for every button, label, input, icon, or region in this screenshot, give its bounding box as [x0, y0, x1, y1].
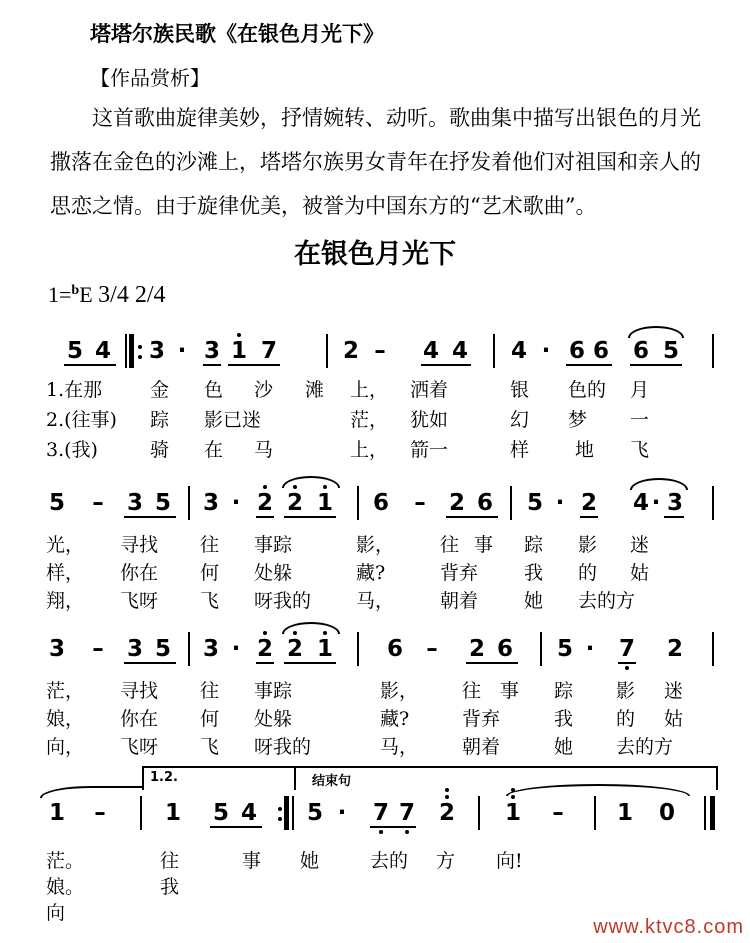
lyric-syllable: 你在 — [120, 708, 159, 730]
lyric-syllable: 影， — [356, 534, 395, 556]
underline — [64, 364, 116, 366]
note: 1 — [316, 490, 333, 516]
octave-dot — [263, 631, 267, 635]
barline — [326, 334, 328, 368]
repeat-dot — [278, 817, 282, 821]
octave-dot — [445, 788, 449, 792]
lyric-syllable: 一 — [630, 409, 650, 431]
extension-dash: – — [426, 636, 438, 662]
barline — [478, 796, 480, 830]
note: 3 — [202, 636, 219, 662]
lyric-syllable: 飞 — [200, 736, 220, 758]
ending-label: 结束句 — [312, 774, 352, 789]
note: 6 — [632, 338, 649, 364]
note: 2 — [580, 490, 597, 516]
lyric-syllable: 飞呀 — [120, 736, 159, 758]
lyric-syllable: 骑 — [150, 439, 170, 461]
lyric-syllable: 箭一 — [410, 439, 449, 461]
lyric-syllable: 朝着 — [440, 590, 479, 612]
lyric-syllable: 她 — [300, 850, 320, 872]
barline — [140, 796, 142, 830]
note: 2 — [256, 490, 273, 516]
note: 2 — [286, 636, 303, 662]
augmentation-dot: · — [651, 490, 661, 516]
lyric-syllable: 呀我的 — [254, 590, 312, 612]
lyric-syllable: 幻 — [510, 409, 530, 431]
note: 4 — [510, 338, 527, 364]
underline — [284, 662, 336, 664]
lyric-syllable: 地 — [575, 439, 595, 461]
lyric-syllable: 往 — [200, 680, 220, 702]
lyric-syllable: 洒着 — [410, 379, 449, 401]
tie — [40, 786, 142, 798]
lyric-syllable: 样 — [510, 439, 530, 461]
lyric-syllable: 我 — [554, 708, 574, 730]
lyric-syllable: 往 — [160, 850, 180, 872]
underline — [664, 516, 684, 518]
note: 2 — [468, 636, 485, 662]
note: 5 — [662, 338, 679, 364]
lyric-syllable: 我 — [160, 876, 180, 898]
lyric-syllable: 方 — [436, 850, 456, 872]
extension-dash: – — [92, 490, 104, 516]
final-barline — [710, 796, 715, 830]
lyric-syllable: 背弃 — [462, 708, 501, 730]
note: 0 — [658, 800, 675, 826]
lyric-syllable: 向 — [46, 902, 66, 924]
note: 2 — [342, 338, 359, 364]
section-label: 【作品赏析】 — [90, 66, 210, 90]
note: 1 — [230, 338, 247, 364]
note: 7 — [260, 338, 277, 364]
lyric-syllable: 去的 — [370, 850, 409, 872]
note: 4 — [240, 800, 257, 826]
note: 4 — [632, 490, 649, 516]
note: 1 — [504, 800, 521, 826]
lyrics-block-3 — [0, 676, 750, 766]
lyric-syllable: 马 — [254, 439, 274, 461]
note: 5 — [556, 636, 573, 662]
note: 6 — [386, 636, 403, 662]
key-signature: 1=$^b$E 3/4 2/4 — [48, 282, 166, 308]
repeat-dot — [278, 807, 282, 811]
underline — [124, 516, 176, 518]
underline — [580, 516, 598, 518]
barline — [188, 486, 190, 520]
lyric-syllable: 呀我的 — [254, 736, 312, 758]
lyric-syllable: 她 — [554, 736, 574, 758]
lyric-syllable: 飞 — [200, 590, 220, 612]
note: 5 — [66, 338, 83, 364]
octave-dot — [511, 795, 515, 799]
note: 6 — [592, 338, 609, 364]
note: 3 — [202, 490, 219, 516]
note: 3 — [666, 490, 683, 516]
barline — [493, 334, 495, 368]
lyric-syllable: 样， — [46, 562, 85, 584]
extension-dash: – — [94, 800, 106, 826]
lyric-syllable: 向， — [46, 736, 85, 758]
note: 1 — [316, 636, 333, 662]
lyric-syllable: 茫， — [46, 680, 85, 702]
augmentation-dot: · — [177, 338, 187, 364]
underline — [618, 662, 636, 664]
lyric-syllable: 马， — [356, 590, 395, 612]
song-title: 在银色月光下 — [294, 239, 456, 270]
low-octave-dot — [625, 666, 629, 670]
barline — [510, 486, 512, 520]
lyric-syllable: 银 — [510, 379, 530, 401]
note: 6 — [476, 490, 493, 516]
note: 4 — [422, 338, 439, 364]
note: 5 — [154, 490, 171, 516]
underline — [124, 662, 176, 664]
barline — [357, 632, 359, 666]
note: 1 — [616, 800, 633, 826]
barline — [125, 334, 127, 368]
lyric-syllable: 踪 — [554, 680, 574, 702]
note: 7 — [618, 636, 635, 662]
watermark: www.ktvc8.com — [593, 916, 744, 938]
augmentation-dot: · — [555, 490, 565, 516]
extension-dash: – — [374, 338, 386, 364]
extension-dash: – — [552, 800, 564, 826]
lyric-syllable: 飞呀 — [120, 590, 159, 612]
lyric-syllable: 往 — [200, 534, 220, 556]
underline — [421, 364, 471, 366]
lyric-syllable: 的 — [616, 708, 636, 730]
lyric-syllable: 的 — [578, 562, 598, 584]
lyric-syllable: 茫。 — [46, 850, 85, 872]
repeat-dot — [138, 355, 142, 359]
lyric-syllable: 踪 — [150, 409, 170, 431]
underline — [256, 516, 274, 518]
lyric-syllable: 背弃 — [440, 562, 479, 584]
augmentation-dot: · — [585, 636, 595, 662]
octave-dot — [405, 830, 409, 834]
lyric-syllable: 你在 — [120, 562, 159, 584]
lyric-syllable: 色 — [204, 379, 224, 401]
lyric-syllable: 上， — [350, 439, 389, 461]
lyric-syllable: 光， — [46, 534, 85, 556]
lyric-syllable: 事 — [500, 680, 520, 702]
barline — [712, 334, 714, 368]
barline — [704, 796, 706, 830]
barline — [357, 486, 359, 520]
lyric-syllable: 寻找 — [120, 680, 159, 702]
underline — [210, 826, 262, 828]
lyric-syllable: 处躲 — [254, 562, 293, 584]
underline — [228, 364, 280, 366]
barline — [188, 632, 190, 666]
lyric-syllable: 马， — [380, 736, 419, 758]
lyric-syllable: 娘， — [46, 708, 85, 730]
note: 3 — [126, 636, 143, 662]
lyric-syllable: 翔， — [46, 590, 85, 612]
header-title: 塔塔尔族民歌《在银色月光下》 — [90, 22, 384, 46]
note: 4 — [451, 338, 468, 364]
note: 5 — [48, 490, 65, 516]
lyric-syllable: 影已迷 — [204, 409, 262, 431]
note: 6 — [496, 636, 513, 662]
octave-dot — [379, 830, 383, 834]
lyrics-block-1 — [0, 375, 750, 465]
note: 3 — [48, 636, 65, 662]
note: 1 — [164, 800, 181, 826]
lyrics-block-2 — [0, 530, 750, 620]
lyric-syllable: 事踪 — [254, 680, 293, 702]
lyric-syllable: 事 — [474, 534, 494, 556]
slur — [630, 478, 688, 490]
lyric-syllable: 飞 — [630, 439, 650, 461]
barline — [712, 632, 714, 666]
lyric-syllable: 藏? — [380, 708, 410, 730]
lyric-syllable: 往 — [462, 680, 482, 702]
lyric-syllable: 影 — [578, 534, 598, 556]
lyric-syllable: 事 — [242, 850, 262, 872]
note: 2 — [286, 490, 303, 516]
lyric-syllable: 我 — [524, 562, 544, 584]
slur — [282, 622, 340, 634]
lyric-syllable: 去的方 — [578, 590, 636, 612]
underline — [630, 364, 682, 366]
note: 3 — [148, 338, 165, 364]
augmentation-dot: · — [231, 490, 241, 516]
lyric-syllable: 往 — [440, 534, 460, 556]
note: 1 — [48, 800, 65, 826]
note: 5 — [526, 490, 543, 516]
note: 3 — [203, 338, 220, 364]
underline — [284, 516, 336, 518]
note: 2 — [256, 636, 273, 662]
note: 2 — [438, 800, 455, 826]
octave-dot — [511, 788, 515, 792]
lyric-syllable: 寻找 — [120, 534, 159, 556]
lyric-syllable: 事踪 — [254, 534, 293, 556]
lyric-syllable: 茫， — [350, 409, 389, 431]
lyric-syllable: 向! — [496, 850, 523, 872]
barline — [594, 796, 596, 830]
note: 4 — [94, 338, 111, 364]
repeat-barline — [284, 796, 289, 830]
lyric-syllable: 她 — [524, 590, 544, 612]
octave-dot — [445, 795, 449, 799]
note: 6 — [372, 490, 389, 516]
lyric-syllable: 娘。 — [46, 876, 85, 898]
slur — [282, 476, 340, 488]
underline — [566, 364, 612, 366]
lyric-syllable: 藏? — [356, 562, 386, 584]
augmentation-dot: · — [337, 800, 347, 826]
lyric-syllable: 滩 — [305, 379, 325, 401]
repeat-barline — [129, 334, 134, 368]
note: 5 — [212, 800, 229, 826]
augmentation-dot: · — [231, 636, 241, 662]
lyric-syllable: 迷 — [664, 680, 684, 702]
note: 3 — [126, 490, 143, 516]
time-signature: 3/4 2/4 — [98, 282, 166, 308]
note: 5 — [306, 800, 323, 826]
slur — [628, 326, 684, 338]
lyric-syllable: 踪 — [524, 534, 544, 556]
extension-dash: – — [92, 636, 104, 662]
lyric-syllable: 色的 — [568, 379, 607, 401]
lyric-syllable: 影 — [616, 680, 636, 702]
barline — [712, 486, 714, 520]
repeat-dot — [138, 345, 142, 349]
note: 7 — [398, 800, 415, 826]
note: 6 — [568, 338, 585, 364]
extension-dash: – — [414, 490, 426, 516]
lyric-syllable: 朝着 — [462, 736, 501, 758]
note: 5 — [154, 636, 171, 662]
lyric-syllable: 上， — [350, 379, 389, 401]
lyric-syllable: 1.在那 — [46, 379, 103, 401]
barline — [540, 632, 542, 666]
note: 2 — [666, 636, 683, 662]
octave-dot — [263, 485, 267, 489]
lyric-syllable: 何 — [200, 708, 220, 730]
underline — [466, 662, 518, 664]
underline — [446, 516, 498, 518]
lyric-syllable: 迷 — [630, 534, 650, 556]
lyric-syllable: 金 — [150, 379, 170, 401]
underline — [370, 826, 416, 828]
lyric-syllable: 去的方 — [616, 736, 674, 758]
lyric-syllable: 影， — [380, 680, 419, 702]
underline — [203, 364, 221, 366]
high-octave-dot — [237, 333, 241, 337]
lyric-syllable: 处躲 — [254, 708, 293, 730]
lyric-syllable: 姑 — [664, 708, 684, 730]
lyric-syllable: 姑 — [630, 562, 650, 584]
lyric-syllable: 在 — [204, 439, 224, 461]
lyric-syllable: 何 — [200, 562, 220, 584]
lyric-syllable: 2.(往事) — [46, 409, 117, 431]
volta-label: 1.2. — [150, 770, 178, 785]
lyric-syllable: 3.(我) — [46, 439, 98, 461]
appreciation-paragraph: 这首歌曲旋律美妙，抒情婉转、动听。歌曲集中描写出银色的月光撒落在金色的沙滩上，塔塔尔族男女青年在抒发着他们对祖国和亲人的思恋之情。由于旋律优美，被誉为中国东方的“艺术歌曲”。 — [50, 106, 701, 218]
barline — [292, 796, 294, 830]
note: 2 — [448, 490, 465, 516]
lyric-syllable: 月 — [630, 379, 650, 401]
lyric-syllable: 梦 — [568, 409, 588, 431]
underline — [256, 662, 274, 664]
lyric-syllable: 犹如 — [410, 409, 449, 431]
lyric-syllable: 沙 — [254, 379, 274, 401]
note: 7 — [372, 800, 389, 826]
augmentation-dot: · — [541, 338, 551, 364]
